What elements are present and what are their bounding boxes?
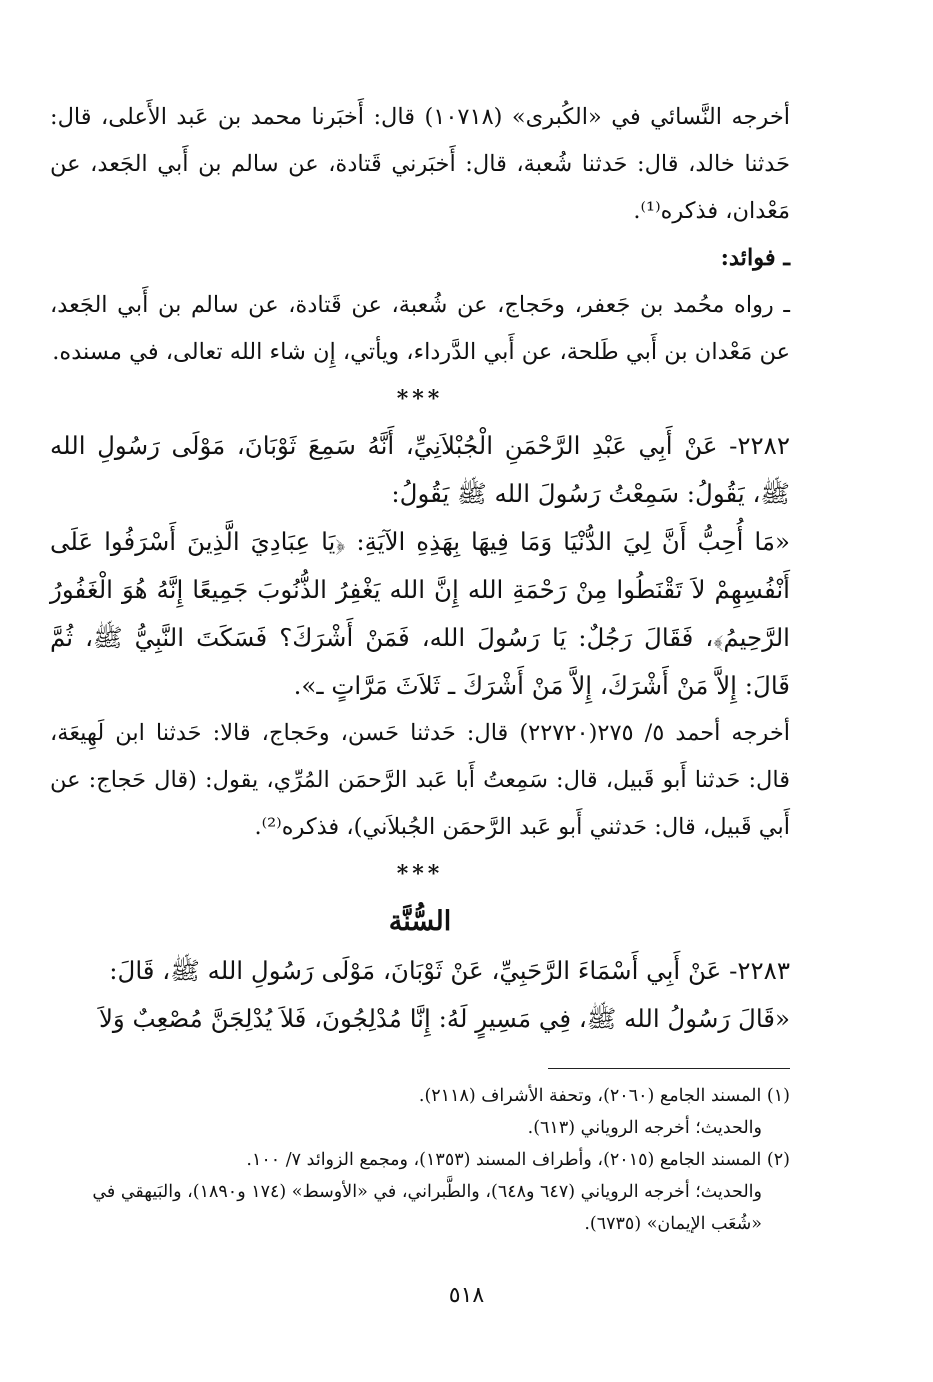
hadith-2283-text: «قَالَ رَسُولُ الله ﷺ، فِي مَسِيرٍ لَهُ: إِنَّا مُدْلِجُونَ، فَلاَ يُدْلِجَنَّ مُصْعِبٌ وَلاَ (98, 1004, 790, 1033)
hadith-2282-intro: ٢٢٨٢- عَنْ أَبِي عَبْدِ الرَّحْمَنِ الْجُبْلاَنِيِّ، أَنَّهُ سَمِعَ ثَوْبَانَ، مَوْلَى رَسُولِ الله ﷺ، يَقُولُ: سَمِعْتُ رَسُولَ الله ﷺ يَقُولُ: (50, 431, 790, 508)
separator-stars: *** (396, 386, 444, 412)
footnote-2-continuation: والحديث؛ أخرجه الروياني (٦٤٧ و٦٤٨)، والطَّبراني، في «الأوسط» (١٧٤ و١٨٩٠)، والبَيهقي في «شُعَب الإيمان» (٦٧٣٥). (92, 1182, 762, 1234)
footnotes (60, 1080, 790, 1240)
fawaid-heading: ـ فوائد: (720, 245, 790, 271)
footnote-2: (٢) المسند الجامع (٢٠١٥)، وأطراف المسند (١٣٥٣)، ومجمع الزوائد ٧/ ١٠٠. (246, 1150, 790, 1170)
page-number: ٥١٨ (448, 1283, 485, 1308)
fawaid-text: ـ رواه محُمد بن جَعفر، وحَجاج، عن شُعبة، عن قَتادة، عن سالم بن أَبي الجَعد، عن مَعْدان بن أَبي طَلحة، عن أَبي الدَّرداء، ويأتي، إِن شاء الله تعالى، في مسنده. (50, 292, 790, 365)
hadith-2283-intro: ٢٢٨٣- عَنْ أَبِي أَسْمَاءَ الرَّحَبِيِّ، عَنْ ثَوْبَانَ، مَوْلَى رَسُولِ الله ﷺ، قَالَ: (109, 956, 790, 985)
takhrij-paragraph-1: أخرجه النَّسائي في «الكُبرى» (١٠٧١٨) قال: أَخبَرنا محمد بن عَبد الأَعلى، قال: حَدثنا خالد، قال: حَدثنا شُعبة، قال: أَخبَرني قَتادة، عن سالم بن أَبي الجَعد، عن مَعْدان، فذكره⁽¹⁾. (50, 104, 790, 224)
footnote-1: (١) المسند الجامع (٢٠٦٠)، وتحفة الأشراف (٢١١٨). (418, 1086, 790, 1106)
section-title: السُّنَّة (388, 906, 452, 937)
footnote-1-continuation: والحديث؛ أخرجه الروياني (٦١٣). (527, 1118, 762, 1138)
main-text (50, 94, 790, 1043)
footnote-divider (548, 1068, 790, 1069)
hadith-2282-text: «مَا أُحِبُّ أَنَّ لِيَ الدُّنْيَا وَمَا فِيهَا بِهَذِهِ الآيَةِ: ﴿يَا عِبَادِيَ الَّذِينَ أَسْرَفُوا عَلَى أَنْفُسِهِمْ لاَ تَقْنَطُوا مِنْ رَحْمَةِ الله إِنَّ الله يَغْفِرُ الذُّنُوبَ جَمِيعًا إِنَّهُ هُوَ الْغَفُورُ الرَّحِيمُ﴾، فَقَالَ رَجُلٌ: يَا رَسُولَ الله، فَمَنْ أَشْرَكَ؟ فَسَكَتَ النَّبِيُّ ﷺ، ثُمَّ قَالَ: إِلاَّ مَنْ أَشْرَكَ، إِلاَّ مَنْ أَشْرَكَ ـ ثَلاَثَ مَرَّاتٍ ـ». (50, 527, 790, 700)
takhrij-2282: أخرجه أحمد ٥/ ٢٧٥(٢٢٧٢٠) قال: حَدثنا حَسن، وحَجاج، قالا: حَدثنا ابن لَهِيعَة، قال: حَدثنا أَبو قَبيل، قال: سَمِعتُ أَبا عَبد الرَّحمَن المُرِّي، يقول: (قال حَجاج: عن أَبي قَبيل، قال: حَدثني أَبو عَبد الرَّحمَن الجُبلاَني)، فذكره⁽²⁾. (50, 720, 790, 840)
separator-stars: *** (396, 861, 444, 887)
